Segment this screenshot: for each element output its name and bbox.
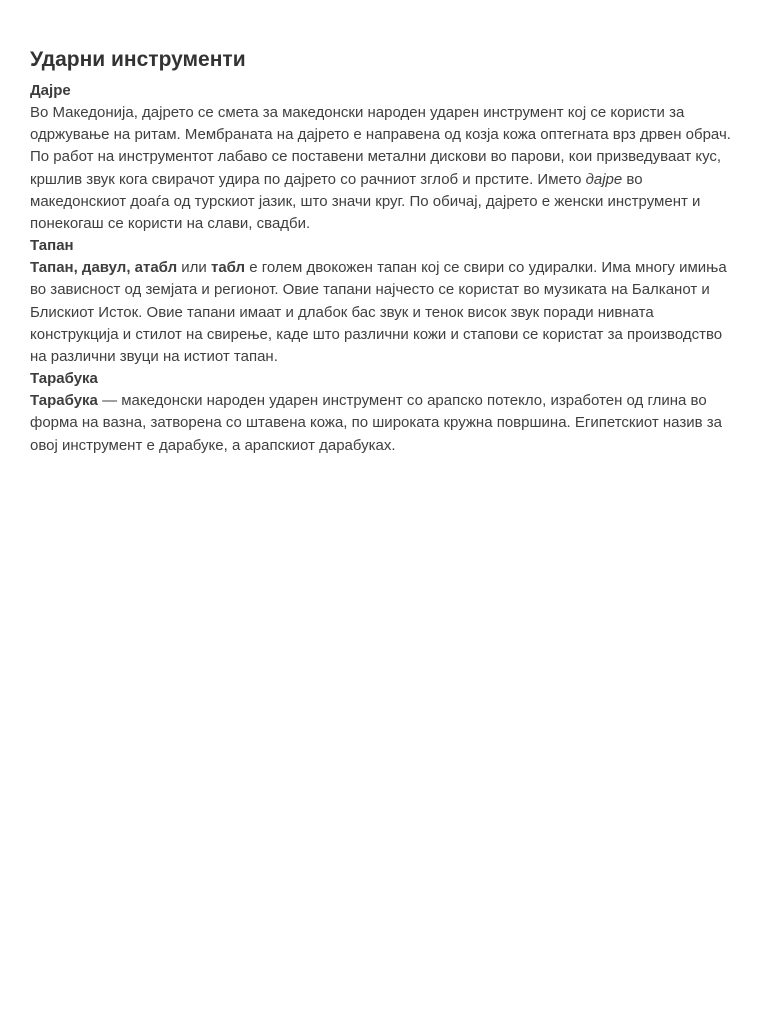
section-dajre — [30, 80, 742, 235]
body-text: во македонскиот доаѓа од турскиот јазик, што значи круг. По обичај, дајрето е женски инструмент и понекогаш се користи на слави, свадби. — [30, 170, 701, 233]
section-body-tapan — [30, 257, 742, 368]
section-tarabuka — [30, 368, 742, 457]
bold-term: Тапан, давул, атабл — [30, 259, 178, 277]
body-text: — македонски народен ударен инструмент со арапско потекло, изработен од глина во форма на вазна, затворена со штавена кожа, по широката кружна површина. Египетскиот назив за овој инструмент е дарабуке, а арапскиот дарабуках. — [30, 392, 722, 454]
section-heading-tarabuka: Тарабука — [30, 370, 98, 388]
bold-term: Тарабука — [30, 392, 98, 410]
body-text: е голем двокожен тапан кој се свири со удиралки. Има многу имиња во зависност од земјата и регионот. Овие тапани најчесто се користат во музиката на Балканот и Блискиот Исток. Овие тапани имаат и длабок бас звук и тенок висок звук поради нивната конструкција и стилот на свирење, каде што различни кожи и стапови се користат за производство на различни звуци на истиот тапан. — [30, 259, 727, 366]
body-text: или — [177, 259, 211, 277]
section-heading-dajre: Дајре — [30, 82, 71, 99]
article — [30, 44, 742, 457]
body-text: Во Македонија, дајрето се смета за македонски народен ударен инструмент кој се користи за одржување на ритам. Мембраната на дајрето е направена од козја кожа оптегната врз дрвен обрач. По работ на инструментот лабаво се поставени метални дискови во парови, кои призведуваат кус, кршлив звук кога свирачот удира по дајрето со рачниот зглоб и прстите. Името — [30, 104, 731, 188]
section-body-dajre — [30, 102, 742, 235]
section-body-tarabuka — [30, 390, 742, 457]
section-heading-tapan: Тапан — [30, 237, 74, 255]
bold-term: табл — [210, 259, 246, 277]
article-title: Ударни инструменти — [30, 48, 246, 71]
section-tapan — [30, 235, 742, 368]
italic-term: дајре — [585, 170, 623, 188]
